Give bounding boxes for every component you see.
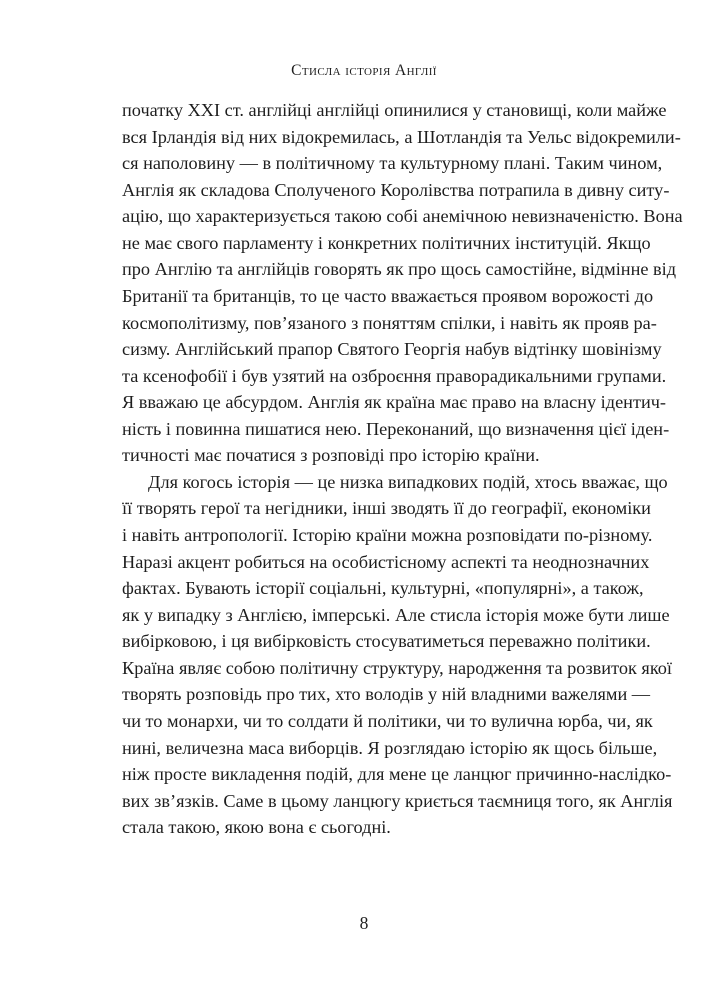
text-line: нині, величезна маса виборців. Я розглядаю історію як щось більше, <box>122 737 658 758</box>
text-line: ніж просте викладення подій, для мене це ланцюг причинно-наслідко- <box>122 764 672 785</box>
paragraph-1 <box>122 97 683 469</box>
text-line: стала такою, якою вона є сьогодні. <box>122 817 391 838</box>
text-line: Наразі акцент робиться на особистісному аспекті та неоднозначних <box>122 551 650 572</box>
text-line: ність і повинна пишатися нею. Переконаний, що визначення цієї іден- <box>122 418 670 439</box>
text-line: Я вважаю це абсурдом. Англія як країна має право на власну ідентич- <box>122 392 667 413</box>
text-line: сизму. Англійський прапор Святого Георгія набув відтінку шовінізму <box>122 339 662 360</box>
text-line: не має свого парламенту і конкретних політичних інституцій. Якщо <box>122 232 651 253</box>
text-line: ся наполовину — в політичному та культурному плані. Таким чином, <box>122 153 663 174</box>
text-line: Англія як складова Сполученого Королівства потрапила в дивну ситу- <box>122 179 670 200</box>
text-line: вся Ірландія від них відокремилась, а Шотландія та Уельс відокремили- <box>122 126 681 147</box>
body-text <box>122 97 683 841</box>
text-line: Британії та британців, то це часто вважається проявом ворожості до <box>122 285 654 306</box>
text-line: тичності має початися з розповіді про історію країни. <box>122 445 540 466</box>
text-line: Країна являє собою політичну структуру, народження та розвиток якої <box>122 657 672 678</box>
page-number: 8 <box>359 913 369 933</box>
text-line: вибірковою, і ця вибірковість стосуватиметься переважно політики. <box>122 631 651 652</box>
text-line: ацію, що характеризується такою собі анемічною невизначеністю. Вона <box>122 206 683 227</box>
text-line: та ксенофобії і був узятий на озброєння праворадикальними групами. <box>122 365 667 386</box>
text-line: Для когось історія — це низка випадкових подій, хтось вважає, що <box>148 471 668 492</box>
text-line: як у випадку з Англією, імперські. Але стисла історія може бути лише <box>122 604 670 625</box>
text-line: вих зв’язків. Саме в цьому ланцюгу криється таємниця того, як Англія <box>122 790 673 811</box>
text-line: і навіть антропології. Історію країни можна розповідати по-різному. <box>122 525 653 545</box>
text-line: фактах. Бувають історії соціальні, культурні, «популярні», а також, <box>122 578 644 599</box>
running-head: Стисла історія Англії <box>291 62 437 79</box>
text-line: чи то монархи, чи то солдати й політики, чи то вулична юрба, чи, як <box>122 710 653 731</box>
text-line: її творять герої та негідники, інші зводять її до географії, економіки <box>122 498 651 519</box>
text-line: творять розповідь про тих, хто володів у ній владними важелями — <box>122 684 651 705</box>
paragraph-2 <box>122 469 673 841</box>
text-line: початку ХХІ ст. англійці англійці опинилися у становищі, коли майже <box>122 100 667 120</box>
text-line: космополітизму, пов’язаного з поняттям спілки, і навіть як прояв ра- <box>122 312 657 333</box>
text-line: про Англію та англійців говорять як про щось самостійне, відмінне від <box>122 259 677 280</box>
